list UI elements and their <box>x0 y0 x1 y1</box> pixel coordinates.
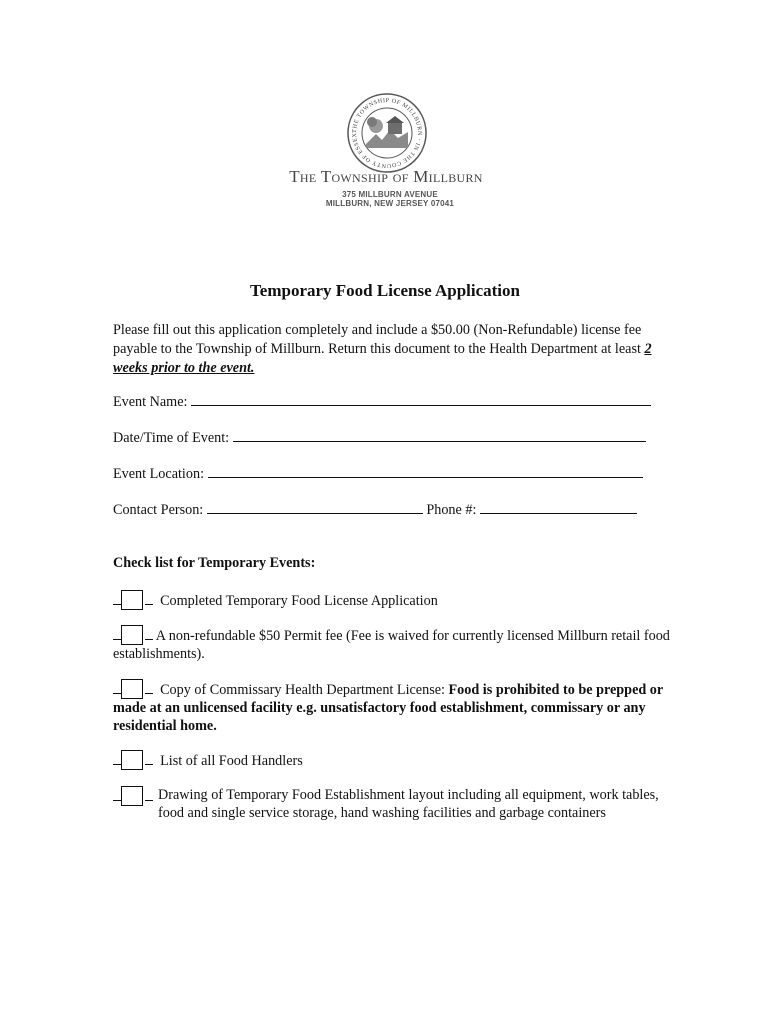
event-name-row <box>113 393 651 411</box>
contact-person-label: Contact Person: <box>113 502 204 518</box>
contact-row <box>113 501 637 519</box>
blank-underscore <box>145 800 153 801</box>
blank-underscore <box>113 604 121 605</box>
checklist-item-4-text: List of all Food Handlers <box>160 753 303 769</box>
event-location-label: Event Location: <box>113 466 205 482</box>
svg-text:THE TOWNSHIP OF MILLBURN · IN <box>346 92 422 168</box>
township-name: The Township of Millburn <box>289 167 483 186</box>
checklist-item-5-text: Drawing of Temporary Food Establishment layout including all equipment, work tables, food and single service storage, hand washing facilities and garbage containers <box>158 787 659 821</box>
intro-paragraph <box>113 321 673 378</box>
event-location-field[interactable] <box>208 465 643 478</box>
blank-underscore <box>113 800 121 801</box>
checkbox-5[interactable] <box>121 786 143 806</box>
checklist-item-1-text: Completed Temporary Food License Application <box>160 593 438 609</box>
checklist-item-3 <box>113 679 673 735</box>
checkbox-4[interactable] <box>121 750 143 770</box>
page-title: Temporary Food License Application <box>250 281 520 300</box>
blank-underscore <box>113 693 121 694</box>
intro-deadline: 2 weeks prior to the event. <box>113 341 652 376</box>
contact-person-field[interactable] <box>207 501 423 514</box>
blank-underscore <box>145 764 153 765</box>
blank-underscore <box>113 639 121 640</box>
checklist-heading: Check list for Temporary Events: <box>113 555 316 571</box>
township-seal <box>346 92 428 174</box>
blank-underscore <box>113 764 121 765</box>
address-line-1: 375 MILLBURN AVENUE <box>342 190 438 199</box>
checklist-item-4 <box>113 750 673 770</box>
checklist-item-3-text: Copy of Commissary Health Department License: <box>160 682 449 698</box>
blank-underscore <box>145 604 153 605</box>
checkbox-1[interactable] <box>121 590 143 610</box>
checklist-item-5 <box>113 786 673 822</box>
phone-label: Phone #: <box>426 502 477 518</box>
seal-ring-text: THE TOWNSHIP OF MILLBURN · IN THE COUNTY OF ESSEX <box>351 97 423 169</box>
checklist-item-1 <box>113 590 673 610</box>
checkbox-2[interactable] <box>121 625 143 645</box>
date-time-row <box>113 429 646 447</box>
phone-field[interactable] <box>480 501 637 514</box>
date-time-label: Date/Time of Event: <box>113 430 230 446</box>
address-line-2: MILLBURN, NEW JERSEY 07041 <box>325 199 455 208</box>
checklist-item-3-warning: Food is prohibited to be prepped or made at an unlicensed facility e.g. unsatisfactory food establishment, commissary or any residential home. <box>113 682 663 734</box>
checklist-item-2 <box>113 625 673 663</box>
event-location-row <box>113 465 643 483</box>
event-name-field[interactable] <box>191 393 651 406</box>
checklist-item-2-text: A non-refundable $50 Permit fee (Fee is waived for currently licensed Millburn retail food establishments). <box>113 628 670 662</box>
checkbox-3[interactable] <box>121 679 143 699</box>
date-time-field[interactable] <box>233 429 646 442</box>
checkbox-5-wrap <box>113 786 158 806</box>
event-name-label: Event Name: <box>113 394 188 410</box>
blank-underscore <box>145 639 153 640</box>
blank-underscore <box>145 693 153 694</box>
intro-text: Please fill out this application completely and include a $50.00 (Non-Refundable) license fee payable to the Township of Millburn. Return this document to the Health Department at least <box>113 322 645 357</box>
